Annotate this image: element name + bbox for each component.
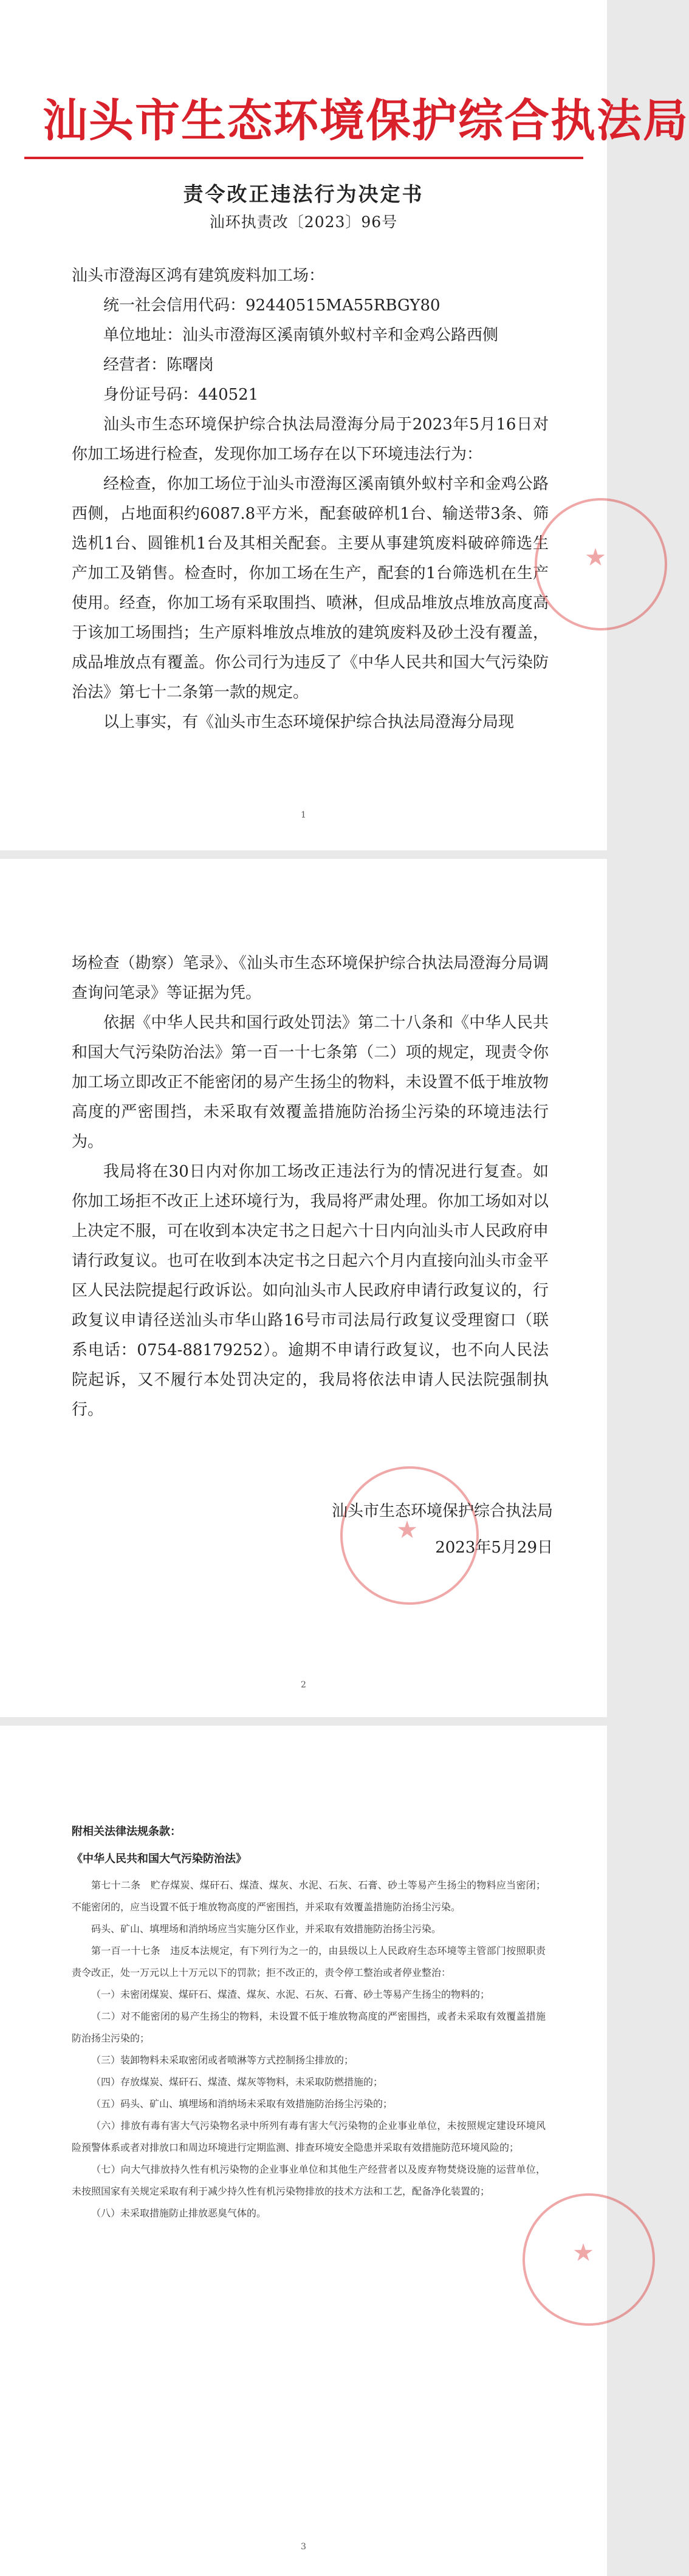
law-paragraph: （八）未采取措施防止排放恶臭气体的。	[91, 2207, 267, 2219]
law-paragraph: （一）未密闭煤炭、煤矸石、煤渣、煤灰、水泥、石灰、石膏、砂土等易产生扬尘的物料的；	[91, 1989, 490, 2000]
page-1-body	[72, 261, 549, 737]
attachment-title: 附相关法律法规条款：	[72, 1825, 181, 1838]
operator: 经营者：陈曙岗	[103, 356, 214, 374]
law-articles	[72, 1874, 546, 2224]
document-number: 汕环执责改〔2023〕96号	[209, 213, 398, 231]
page-number: 3	[301, 2542, 306, 2552]
header-red-rule	[24, 157, 583, 159]
page-2	[0, 859, 607, 1717]
id-number: 身份证号码：440521	[103, 386, 259, 404]
paragraph-inspection-date: 汕头市生态环境保护综合执法局澄海分局于2023年5月16日对你加工场进行检查，发现你加工场存在以下环境违法行为：	[72, 415, 549, 463]
page-number: 2	[301, 1680, 306, 1690]
law-paragraph: （二）对不能密闭的易产生扬尘的物料，未设置不低于堆放物高度的严密围挡，或者未采取有效覆盖措施防治扬尘污染的；	[72, 2011, 546, 2044]
document-title: 责令改正违法行为决定书	[183, 182, 424, 206]
seal-star-icon: ★	[572, 2239, 594, 2267]
law-title: 《中华人民共和国大气污染防治法》	[72, 1853, 247, 1865]
credit-code: 统一社会信用代码：92440515MA55RBGY80	[103, 296, 440, 315]
signature-organization: 汕头市生态环境保护综合执法局	[331, 1502, 553, 1520]
page-2-body	[72, 949, 549, 1425]
unit-address: 单位地址：汕头市澄海区溪南镇外蚁村辛和金鸡公路西侧	[103, 326, 499, 344]
paragraph-findings: 经检查，你加工场位于汕头市澄海区溪南镇外蚁村辛和金鸡公路西侧，占地面积约6087.8平方米，配套破碎机1台、输送带3条、筛选机1台、圆锥机1台及其相关配套。主要从事建筑废料破碎筛选生产加工及销售。检查时，你加工场在生产，配套的1台筛选机在生产使用。经查，你加工场有采取围挡、喷淋，但成品堆放点堆放高度高于该加工场围挡；生产原料堆放点堆放的建筑废料及砂土没有覆盖，成品堆放点有覆盖。你公司行为违反了《中华人民共和国大气污染防治法》第七十二条第一款的规定。	[72, 475, 549, 702]
seal-star-icon: ★	[584, 544, 606, 572]
paragraph-legal-basis: 依据《中华人民共和国行政处罚法》第二十八条和《中华人民共和国大气污染防治法》第一百一十七条第（二）项的规定，现责令你加工场立即改正不能密闭的易产生扬尘的物料，未设置不低于堆放物高度的严密围挡，未采取有效覆盖措施防治扬尘污染的环境违法行为。	[72, 1014, 549, 1151]
page-1	[0, 0, 689, 850]
page-3	[0, 1726, 607, 2576]
law-paragraph: 第七十二条 贮存煤炭、煤矸石、煤渣、煤灰、水泥、石灰、石膏、砂土等易产生扬尘的物料应当密闭；不能密闭的，应当设置不低于堆放物高度的严密围挡，并采取有效覆盖措施防治扬尘污染。	[72, 1879, 546, 1913]
recipient: 汕头市澄海区鸿有建筑废料加工场：	[72, 267, 325, 285]
signature-date: 2023年5月29日	[435, 1539, 553, 1557]
law-paragraph: 第一百一十七条 违反本法规定，有下列行为之一的，由县级以上人民政府生态环境等主管部门按照职责责令改正，处一万元以上十万元以下的罚款；拒不改正的，责令停工整治或者停业整治：	[72, 1945, 546, 1978]
law-paragraph: （三）装卸物料未采取密闭或者喷淋等方式控制扬尘排放的；	[91, 2054, 354, 2066]
paragraph-evidence-start: 以上事实，有《汕头市生态环境保护综合执法局澄海分局现	[103, 713, 515, 731]
agency-header: 汕头市生态环境保护综合执法局	[43, 95, 689, 147]
law-paragraph: 码头、矿山、填埋场和消纳场应当实施分区作业，并采取有效措施防治扬尘污染。	[91, 1923, 442, 1935]
seal-star-icon: ★	[396, 1516, 418, 1544]
law-paragraph: （六）排放有毒有害大气污染物名录中所列有毒有害大气污染物的企业事业单位，未按照规定建设环境风险预警体系或者对排放口和周边环境进行定期监测、排查环境安全隐患并采取有效措施防范环境风险的；	[72, 2120, 546, 2153]
law-paragraph: （五）码头、矿山、填埋场和消纳场未采取有效措施防治扬尘污染的；	[91, 2098, 393, 2110]
law-paragraph: （四）存放煤炭、煤矸石、煤渣、煤灰等物料，未采取防燃措施的；	[91, 2076, 383, 2088]
page-number: 1	[301, 810, 306, 820]
law-paragraph: （七）向大气排放持久性有机污染物的企业事业单位和其他生产经营者以及废弃物焚烧设施的运营单位，未按照国家有关规定采取有利于减少持久性有机污染物排放的技术方法和工艺，配备净化装置的；	[72, 2164, 546, 2197]
paragraph-evidence-end: 场检查（勘察）笔录》、《汕头市生态环境保护综合执法局澄海分局调查询问笔录》等证据为凭。	[72, 954, 549, 1002]
paragraph-remedies: 我局将在30日内对你加工场改正违法行为的情况进行复查。如你加工场拒不改正上述环境行为，我局将严肃处理。你加工场如对以上决定不服，可在收到本决定书之日起六十日内向汕头市人民政府申请行政复议。也可在收到本决定书之日起六个月内直接向汕头市金平区人民法院提起行政诉讼。如向汕头市人民政府申请行政复议的，行政复议申请径送汕头市华山路16号市司法局行政复议受理窗口（联系电话：0754-88179252）。逾期不申请行政复议，也不向人民法院起诉，又不履行本处罚决定的，我局将依法申请人民法院强制执行。	[72, 1163, 549, 1419]
